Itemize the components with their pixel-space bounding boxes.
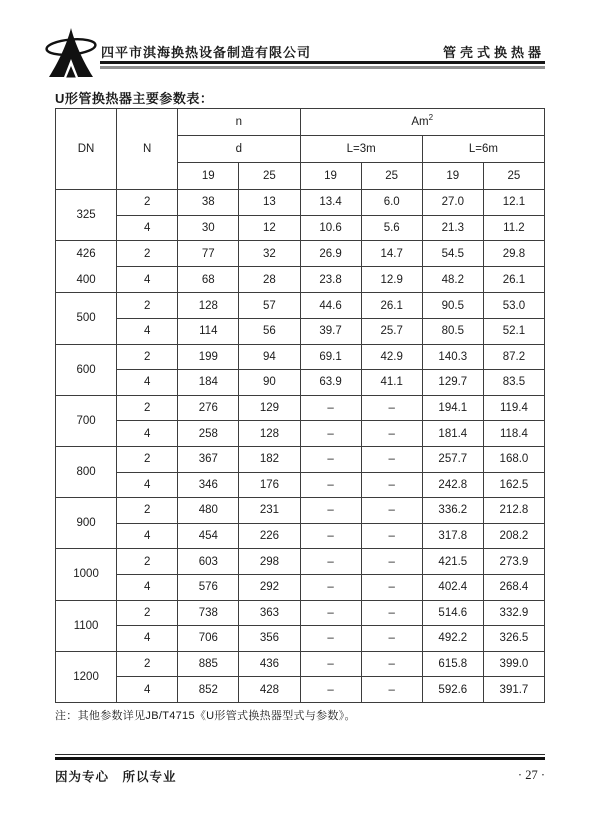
table-cell: 30	[178, 215, 239, 241]
table-cell: 140.3	[422, 344, 483, 370]
table-cell: 44.6	[300, 293, 361, 319]
table-row	[56, 498, 545, 524]
table-cell: 332.9	[483, 600, 544, 626]
col-header-dn: DN	[56, 109, 117, 190]
table-cell: –	[361, 472, 422, 498]
table-cell: 242.8	[422, 472, 483, 498]
table-cell: 5.6	[361, 215, 422, 241]
dn-cell: 426 400	[56, 241, 117, 293]
table-cell: 184	[178, 370, 239, 396]
table-cell: 2	[117, 446, 178, 472]
col-group-n: n	[178, 109, 300, 136]
header-row-1	[56, 109, 545, 136]
table-cell: 12.1	[483, 190, 544, 216]
table-cell: 298	[239, 549, 300, 575]
table-cell: 26.1	[483, 267, 544, 293]
table-cell: 514.6	[422, 600, 483, 626]
area-label: Am	[411, 116, 429, 128]
dn-cell: 900	[56, 498, 117, 549]
table-cell: –	[361, 421, 422, 447]
table-row	[56, 421, 545, 447]
table-cell: 114	[178, 318, 239, 344]
table-cell: 41.1	[361, 370, 422, 396]
table-cell: 268.4	[483, 574, 544, 600]
table-row	[56, 344, 545, 370]
table-cell: –	[300, 523, 361, 549]
col-group-l6m: L=6m	[422, 136, 544, 163]
parameters-table	[55, 108, 545, 703]
table-cell: 4	[117, 574, 178, 600]
table-cell: 276	[178, 395, 239, 421]
dn-cell: 600	[56, 344, 117, 395]
table-cell: 2	[117, 344, 178, 370]
table-cell: 436	[239, 651, 300, 677]
table-cell: 194.1	[422, 395, 483, 421]
table-cell: 4	[117, 370, 178, 396]
table-cell: 2	[117, 241, 178, 267]
table-cell: 77	[178, 241, 239, 267]
table-cell: 592.6	[422, 677, 483, 703]
sub-header: 25	[239, 163, 300, 190]
sub-header: 19	[422, 163, 483, 190]
parameters-table-wrap	[55, 108, 545, 703]
table-cell: 2	[117, 293, 178, 319]
table-row	[56, 267, 545, 293]
table-cell: 4	[117, 267, 178, 293]
table-cell: 492.2	[422, 626, 483, 652]
company-logo-icon	[45, 26, 97, 82]
table-cell: 4	[117, 421, 178, 447]
table-cell: 13	[239, 190, 300, 216]
table-cell: 421.5	[422, 549, 483, 575]
sub-header: 25	[361, 163, 422, 190]
table-cell: –	[300, 395, 361, 421]
table-cell: –	[361, 523, 422, 549]
table-cell: –	[361, 498, 422, 524]
sub-header: 19	[300, 163, 361, 190]
table-cell: –	[300, 574, 361, 600]
table-row	[56, 241, 545, 267]
table-row	[56, 549, 545, 575]
table-cell: 4	[117, 626, 178, 652]
table-cell: 26.9	[300, 241, 361, 267]
table-cell: 83.5	[483, 370, 544, 396]
table-cell: 32	[239, 241, 300, 267]
table-row	[56, 370, 545, 396]
table-cell: 29.8	[483, 241, 544, 267]
table-cell: –	[300, 600, 361, 626]
table-cell: 2	[117, 498, 178, 524]
table-cell: 12.9	[361, 267, 422, 293]
table-cell: 257.7	[422, 446, 483, 472]
table-cell: 80.5	[422, 318, 483, 344]
table-cell: 273.9	[483, 549, 544, 575]
table-cell: 69.1	[300, 344, 361, 370]
table-cell: 53.0	[483, 293, 544, 319]
table-cell: 21.3	[422, 215, 483, 241]
table-cell: 6.0	[361, 190, 422, 216]
table-row	[56, 395, 545, 421]
table-cell: –	[300, 677, 361, 703]
table-cell: –	[361, 626, 422, 652]
company-name: 四平市淇海换热设备制造有限公司	[101, 45, 312, 60]
table-cell: 118.4	[483, 421, 544, 447]
table-row	[56, 190, 545, 216]
dn-cell: 500	[56, 293, 117, 344]
table-cell: 14.7	[361, 241, 422, 267]
table-cell: 10.6	[300, 215, 361, 241]
table-cell: 258	[178, 421, 239, 447]
sub-header: 25	[483, 163, 544, 190]
table-cell: 399.0	[483, 651, 544, 677]
header-rule-gray	[100, 66, 545, 69]
table-cell: 128	[178, 293, 239, 319]
table-cell: 13.4	[300, 190, 361, 216]
table-cell: 42.9	[361, 344, 422, 370]
table-row	[56, 318, 545, 344]
table-cell: 428	[239, 677, 300, 703]
area-sup: 2	[428, 113, 434, 123]
table-cell: 576	[178, 574, 239, 600]
table-cell: –	[361, 549, 422, 575]
sub-header: 19	[178, 163, 239, 190]
table-cell: –	[300, 626, 361, 652]
table-cell: 363	[239, 600, 300, 626]
table-cell: –	[361, 446, 422, 472]
table-row	[56, 677, 545, 703]
col-header-n-passes: N	[117, 109, 178, 190]
table-row	[56, 215, 545, 241]
table-cell: –	[300, 651, 361, 677]
table-cell: 2	[117, 651, 178, 677]
table-cell: –	[300, 498, 361, 524]
table-cell: 346	[178, 472, 239, 498]
footer-rule-thick	[55, 757, 545, 760]
table-cell: 367	[178, 446, 239, 472]
dn-cell: 1200	[56, 651, 117, 702]
table-cell: 2	[117, 190, 178, 216]
table-cell: 28	[239, 267, 300, 293]
dn-cell: 1000	[56, 549, 117, 600]
table-cell: –	[300, 472, 361, 498]
table-cell: 317.8	[422, 523, 483, 549]
table-cell: 231	[239, 498, 300, 524]
table-cell: 199	[178, 344, 239, 370]
table-cell: –	[361, 574, 422, 600]
table-cell: 181.4	[422, 421, 483, 447]
table-row	[56, 626, 545, 652]
table-cell: –	[361, 395, 422, 421]
footer-rule-thin	[55, 754, 545, 755]
table-cell: 54.5	[422, 241, 483, 267]
table-cell: 94	[239, 344, 300, 370]
table-cell: 2	[117, 549, 178, 575]
table-cell: 129	[239, 395, 300, 421]
table-cell: 336.2	[422, 498, 483, 524]
table-row	[56, 651, 545, 677]
table-cell: 38	[178, 190, 239, 216]
table-cell: 603	[178, 549, 239, 575]
table-cell: 25.7	[361, 318, 422, 344]
table-cell: 738	[178, 600, 239, 626]
table-cell: 402.4	[422, 574, 483, 600]
dn-cell: 1100	[56, 600, 117, 651]
table-row	[56, 523, 545, 549]
table-cell: 87.2	[483, 344, 544, 370]
table-cell: 57	[239, 293, 300, 319]
table-cell: 56	[239, 318, 300, 344]
table-cell: 212.8	[483, 498, 544, 524]
table-cell: 39.7	[300, 318, 361, 344]
table-cell: 4	[117, 472, 178, 498]
table-cell: 4	[117, 318, 178, 344]
table-title: U形管换热器主要参数表：	[55, 91, 214, 106]
table-cell: 4	[117, 523, 178, 549]
product-category: 管壳式换热器	[442, 45, 545, 60]
table-cell: 2	[117, 395, 178, 421]
table-cell: 208.2	[483, 523, 544, 549]
table-cell: 119.4	[483, 395, 544, 421]
table-cell: 454	[178, 523, 239, 549]
table-cell: –	[361, 651, 422, 677]
header-rule-dark	[100, 61, 545, 64]
table-cell: 852	[178, 677, 239, 703]
table-cell: 706	[178, 626, 239, 652]
table-cell: 23.8	[300, 267, 361, 293]
table-cell: –	[300, 549, 361, 575]
table-cell: 90.5	[422, 293, 483, 319]
table-row	[56, 446, 545, 472]
table-cell: 68	[178, 267, 239, 293]
dn-cell: 700	[56, 395, 117, 446]
page-number: · 27 ·	[517, 768, 545, 782]
table-cell: 52.1	[483, 318, 544, 344]
footnote: 注：其他参数详见JB/T4715《U形管式换热器型式与参数》。	[55, 710, 356, 722]
table-cell: 11.2	[483, 215, 544, 241]
table-cell: 129.7	[422, 370, 483, 396]
table-body	[56, 190, 545, 703]
table-row	[56, 574, 545, 600]
table-cell: 391.7	[483, 677, 544, 703]
col-group-l3m: L=3m	[300, 136, 422, 163]
table-head	[56, 109, 545, 190]
table-cell: 128	[239, 421, 300, 447]
table-cell: 885	[178, 651, 239, 677]
table-cell: 615.8	[422, 651, 483, 677]
table-row	[56, 472, 545, 498]
table-cell: 168.0	[483, 446, 544, 472]
table-cell: –	[300, 421, 361, 447]
table-cell: 162.5	[483, 472, 544, 498]
table-cell: –	[361, 677, 422, 703]
table-cell: 2	[117, 600, 178, 626]
footer-slogan: 因为专心 所以专业	[55, 770, 177, 784]
dn-cell: 325	[56, 190, 117, 241]
table-cell: 480	[178, 498, 239, 524]
table-cell: 26.1	[361, 293, 422, 319]
table-cell: –	[300, 446, 361, 472]
table-cell: 292	[239, 574, 300, 600]
table-cell: 12	[239, 215, 300, 241]
col-group-d: d	[178, 136, 300, 163]
table-cell: 4	[117, 677, 178, 703]
table-cell: 226	[239, 523, 300, 549]
table-cell: 176	[239, 472, 300, 498]
col-group-area	[300, 109, 545, 136]
dn-cell: 800	[56, 446, 117, 497]
table-cell: 48.2	[422, 267, 483, 293]
table-cell: 182	[239, 446, 300, 472]
table-cell: 27.0	[422, 190, 483, 216]
table-row	[56, 293, 545, 319]
table-cell: –	[361, 600, 422, 626]
table-row	[56, 600, 545, 626]
table-cell: 326.5	[483, 626, 544, 652]
table-cell: 356	[239, 626, 300, 652]
table-cell: 4	[117, 215, 178, 241]
table-cell: 63.9	[300, 370, 361, 396]
table-cell: 90	[239, 370, 300, 396]
